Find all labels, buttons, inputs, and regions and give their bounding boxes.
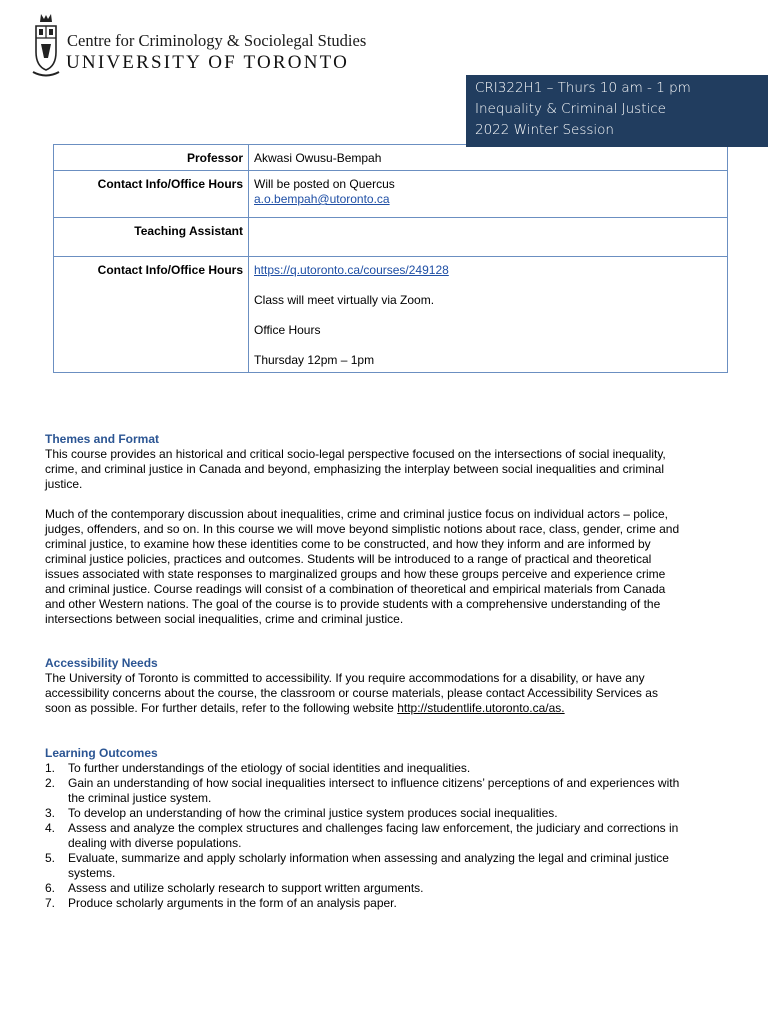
table-row	[54, 145, 728, 171]
university-name: UNIVERSITY OF TORONTO	[66, 52, 350, 73]
list-text: To further understandings of the etiology of social identities and inequalities.	[68, 761, 471, 775]
list-text: Evaluate, summarize and apply scholarly information when assessing and analyzing the legal and criminal justice systems.	[68, 851, 669, 880]
list-text: To develop an understanding of how the criminal justice system produces social inequalities.	[68, 806, 558, 820]
table-row	[54, 257, 728, 373]
quercus-link[interactable]: https://q.utoronto.ca/courses/249128	[254, 263, 449, 277]
list-text: Assess and utilize scholarly research to support written arguments.	[68, 881, 424, 895]
university-logo	[30, 12, 367, 82]
contact-value	[249, 171, 728, 218]
professor-label: Professor	[54, 145, 249, 171]
list-number: 6.	[45, 881, 56, 895]
syllabus-body	[45, 432, 685, 911]
office-hours-time: Thursday 12pm – 1pm	[254, 353, 375, 367]
list-number: 5.	[45, 851, 56, 865]
list-item	[45, 806, 685, 821]
contact-label: Contact Info/Office Hours	[54, 171, 249, 218]
contact2-label: Contact Info/Office Hours	[54, 257, 249, 373]
course-info-table	[53, 144, 728, 373]
professor-value: Akwasi Owusu-Bempah	[249, 145, 728, 171]
themes-paragraph-2: Much of the contemporary discussion about inequalities, crime and criminal justice focus on individual actors – police, judges, offenders, and so on. In this course we will move beyond simplistic notions about race, class, gender, crime and criminal justice, to examine how these identities come to be constructed, and how they inform and are informed by criminal justice policies, practices and outcomes. Students will be introduced to a range of practical and theoretical issues associated with state responses to marginalized groups and how these groups perceive and experience crime and criminal justice. Course readings will consist of a combination of theoretical and empirical materials from Canada and other Western nations. The goal of the course is to provide students with a comprehensive understanding of the intersections between social inequalities, crime and criminal justice.	[45, 507, 680, 626]
ta-value	[249, 218, 728, 257]
office-hours-label: Office Hours	[254, 323, 321, 337]
list-number: 3.	[45, 806, 56, 820]
course-code-time: CRI322H1 – Thurs 10 am - 1 pm	[475, 80, 691, 96]
table-row	[54, 218, 728, 257]
list-item	[45, 896, 685, 911]
themes-paragraph-1: This course provides an historical and critical socio-legal perspective focused on the intersections of social inequality, crime, and criminal justice in Canada and beyond, emphasizing the interplay between social inequalities and criminal justice.	[45, 447, 666, 491]
list-number: 2.	[45, 776, 56, 790]
accessibility-text: The University of Toronto is committed to accessibility. If you require accommodations for a disability, or have any accessibility concerns about the course, the classroom or course materials, please contact Accessibility Services as soon as possible. For further details, refer to the following website	[45, 671, 658, 715]
department-name: Centre for Criminology & Sociolegal Studies	[67, 31, 367, 50]
accessibility-link[interactable]: http://studentlife.utoronto.ca/as.	[397, 701, 565, 715]
course-session: 2022 Winter Session	[475, 122, 614, 138]
list-item	[45, 821, 685, 851]
list-text: Produce scholarly arguments in the form of an analysis paper.	[68, 896, 397, 910]
email-link[interactable]: a.o.bempah@utoronto.ca	[254, 192, 390, 206]
coat-of-arms-icon	[32, 12, 60, 80]
list-number: 4.	[45, 821, 56, 835]
accessibility-paragraph	[45, 671, 685, 716]
list-number: 1.	[45, 761, 56, 775]
list-number: 7.	[45, 896, 56, 910]
list-item	[45, 761, 685, 776]
accessibility-heading: Accessibility Needs	[45, 656, 158, 670]
list-text: Gain an understanding of how social inequalities intersect to influence citizens’ perceptions of and experiences with the criminal justice system.	[68, 776, 680, 805]
table-row	[54, 171, 728, 218]
list-item	[45, 851, 685, 881]
list-item	[45, 881, 685, 896]
course-title: Inequality & Criminal Justice	[475, 101, 666, 117]
zoom-note: Class will meet virtually via Zoom.	[254, 293, 435, 307]
outcomes-heading: Learning Outcomes	[45, 746, 158, 760]
outcomes-list	[45, 761, 685, 911]
themes-heading: Themes and Format	[45, 432, 160, 446]
contact-posted-note: Will be posted on Quercus	[254, 177, 395, 191]
ta-label: Teaching Assistant	[54, 218, 249, 257]
list-item	[45, 776, 685, 806]
list-text: Assess and analyze the complex structures and challenges facing law enforcement, the judiciary and corrections in dealing with diverse populations.	[68, 821, 679, 850]
contact2-value	[249, 257, 728, 373]
course-info-banner	[466, 75, 768, 147]
